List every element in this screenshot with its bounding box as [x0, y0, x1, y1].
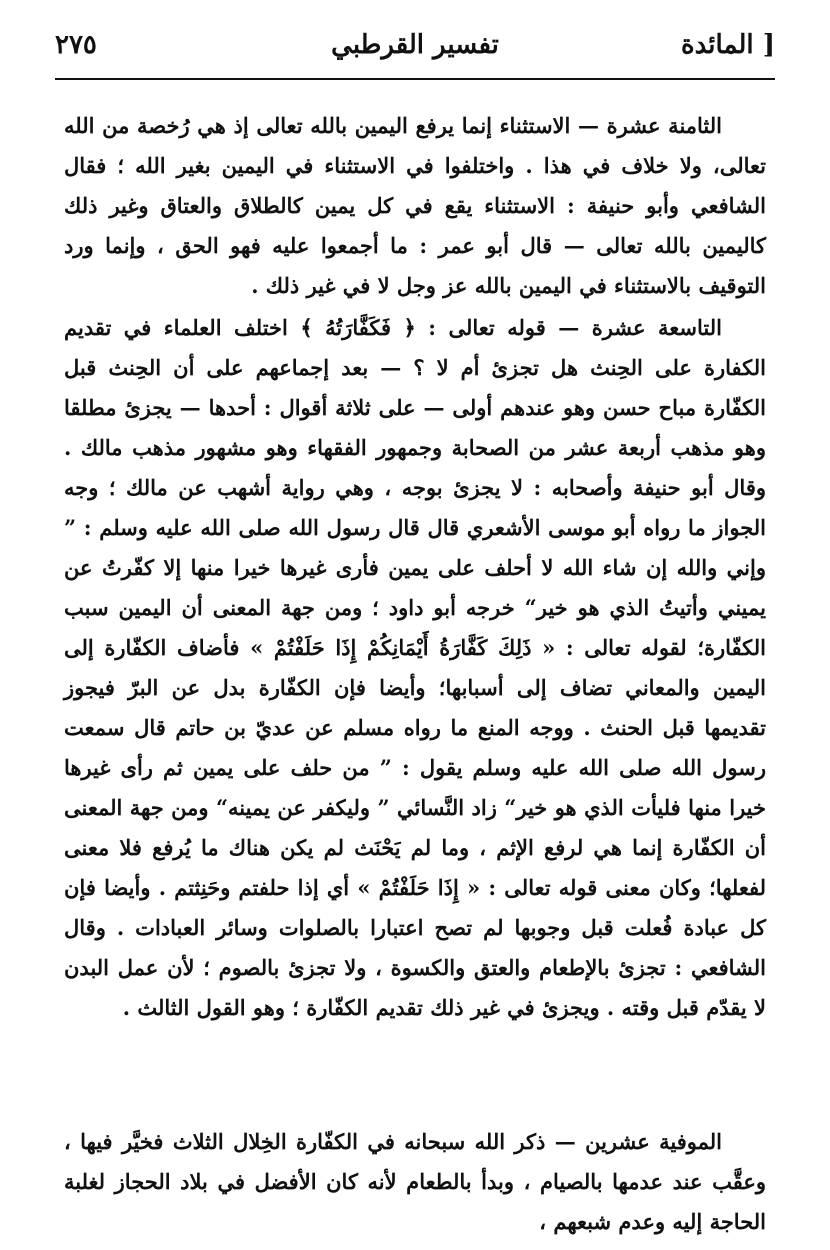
paragraph-18 [64, 106, 766, 306]
surah-name: [ المائدة [681, 30, 775, 60]
paragraph-20-text: الموفية عشرين — ذكر الله سبحانه في الكفّارة الخِلال الثلاث فخيَّر فيها ، وعقَّب عند عدمها بالصيام ، وبدأ بالطعام لأنه كان الأفضل في بلاد الحجاز لغلبة الحاجة إليه وعدم شبعهم ، [64, 1129, 766, 1234]
paragraph-19 [64, 308, 766, 1028]
page-number: ٢٧٥ [55, 30, 97, 60]
paragraph-20 [64, 1122, 766, 1242]
header-rule [55, 78, 775, 80]
paragraph-18-text: الثامنة عشرة — الاستثناء إنما يرفع اليمين بالله تعالى إذ هي رُخصة من الله تعالى، ولا خلاف في هذا . واختلفوا في الاستثناء في اليمين بغير الله ؛ فقال الشافعي وأبو حنيفة : الاستثناء يقع في كل يمين كالطلاق والعتاق وغير ذلك كاليمين بالله تعالى — قال أبو عمر : ما أجمعوا عليه فهو الحق ، وإنما ورد التوقيف بالاستثناء في اليمين بالله عز وجل لا في غير ذلك . [64, 113, 766, 298]
book-title: تفسير القرطبي [331, 30, 499, 60]
paragraph-19-text: التاسعة عشرة — قوله تعالى : ﴿ فَكَفَّارَتُهُ ﴾ اختلف العلماء في تقديم الكفارة على الحِنث هل تجزئ أم لا ؟ — بعد إجماعهم على أن الحِنث قبل الكفّارة مباح حسن وهو عندهم أولى — على ثلاثة أقوال : أحدها — يجزئ مطلقا وهو مذهب أربعة عشر من الصحابة وجمهور الفقهاء وهو مشهور مذهب مالك . وقال أبو حنيفة وأصحابه : لا يجزئ بوجه ، وهي رواية أشهب عن مالك ؛ وجه الجواز ما رواه أبو موسى الأشعري قال قال رسول الله صلى الله عليه وسلم : ” وإني والله إن شاء الله لا أحلف على يمين فأرى غيرها خيرا منها إلا كفّرتُ عن يميني وأتيتُ الذي هو خير“ خرجه أبو داود ؛ ومن جهة المعنى أن اليمين سبب الكفّارة؛ لقوله تعالى : « ذَلِكَ كَفَّارَةُ أَيْمَانِكُمْ إِذَا حَلَفْتُمْ » فأضاف الكفّارة إلى اليمين والمعاني تضاف إلى أسبابها؛ وأيضا فإن الكفّارة بدل عن البرّ فيجوز تقديمها قبل الحنث . ووجه المنع ما رواه مسلم عن عديّ بن حاتم قال سمعت رسول الله صلى الله عليه وسلم يقول : ” من حلف على يمين ثم رأى غيرها خيرا منها فليأت الذي هو خير“ زاد النَّسائي ” وليكفر عن يمينه“ ومن جهة المعنى أن الكفّارة إنما هي لرفع الإثم ، وما لم يَحْنَث لم يكن هناك ما يُرفع فلا معنى لفعلها؛ وكان معنى قوله تعالى : « إِذَا حَلَفْتُمْ » أي إذا حلفتم وحَنِثتم . وأيضا فإن كل عبادة فُعلت قبل وجوبها لم تصح اعتبارا بالصلوات وسائر العبادات . وقال الشافعي : تجزئ بالإطعام والعتق والكسوة ، ولا تجزئ بالصوم ؛ لأن عمل البدن لا يقدّم قبل وقته . ويجزئ في غير ذلك تقديم الكفّارة ؛ وهو القول الثالث . [64, 315, 767, 1020]
page-header [55, 22, 775, 72]
